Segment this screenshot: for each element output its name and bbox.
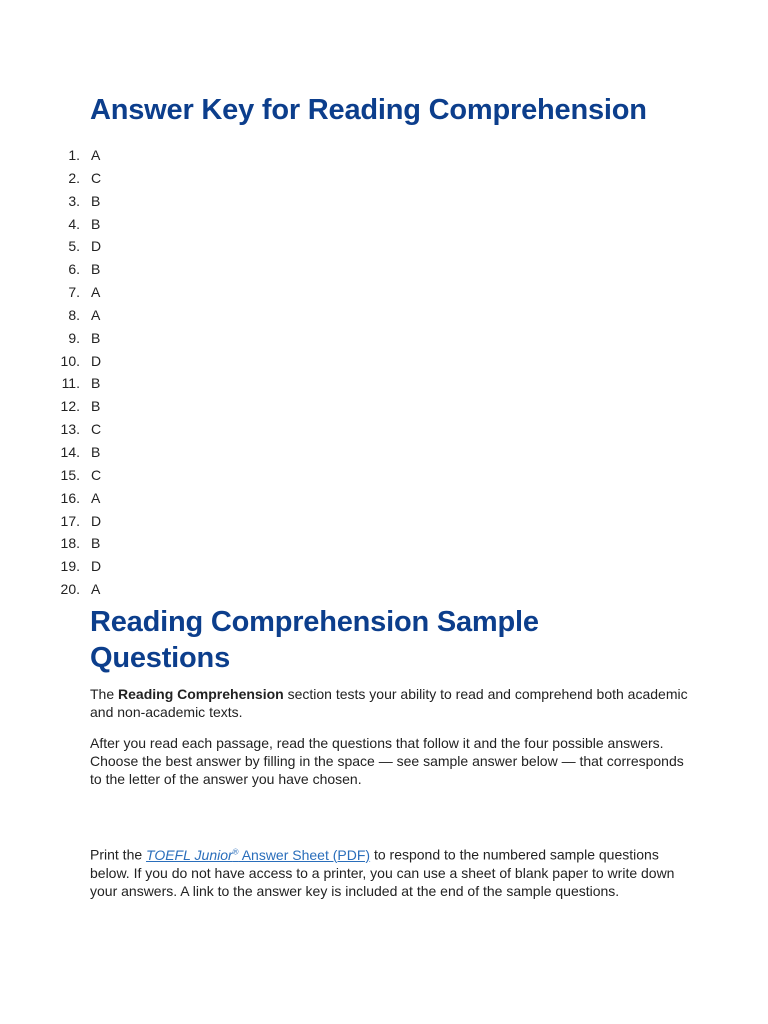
answer-letter: D [91,512,102,529]
answer-number: 6. [68,261,80,278]
intro-prefix: The [90,686,119,702]
answer-number: 13. [60,421,80,438]
answer-number: 3. [68,192,80,209]
answer-letter: B [91,443,101,460]
answer-number: 18. [60,535,80,552]
answer-letter: B [91,535,101,552]
answer-letter: A [91,489,101,506]
answer-sheet-link-rest: Answer Sheet (PDF) [238,846,371,863]
answer-letter: C [91,169,102,186]
answer-number: 19. [60,558,80,575]
answer-letter: D [91,352,102,369]
answer-letter: B [91,261,101,278]
sample-questions-title: Reading Comprehension Sample Questions [90,606,539,674]
print-note-suffix: to respond to the numbered sample questions below. If you do not have access to a printer, you can use a sheet of blank paper to write down your answers. A link to the answer key is included at the end of the sample questions. [90,846,675,899]
registered-mark: ® [232,847,239,856]
intro-suffix: section tests your ability to read and comprehend both academic and non-academic texts. [90,686,688,720]
answer-letter: A [91,147,101,163]
answer-letter: C [91,421,102,438]
answer-number: 12. [60,398,80,415]
answer-number: 2. [68,169,80,186]
answer-letter: D [91,558,102,575]
answer-number: 11. [61,375,80,392]
answer-number: 14. [60,443,80,460]
answer-letter: B [91,192,101,209]
answer-sheet-link-italic: TOEFL Junior [146,846,233,863]
answer-number: 15. [60,466,80,483]
answer-letter: B [91,375,101,392]
answer-number: 4. [68,215,80,232]
answer-letter: C [91,466,102,483]
answer-number: 9. [68,329,80,346]
answer-letter: B [91,329,101,346]
answer-number: 10. [60,352,80,369]
print-note-paragraph [90,843,690,900]
answer-letter: A [91,284,101,301]
answer-number: 20. [60,581,80,598]
answer-letter: D [91,238,102,255]
answer-letter: A [91,306,101,323]
answer-letter: B [91,398,101,415]
answer-letter: B [91,215,101,232]
answer-sheet-link[interactable] [146,847,370,863]
answer-number: 16. [60,489,80,506]
answer-number: 5. [68,238,80,255]
answer-letter: A [91,581,101,598]
print-note-prefix: Print the [90,846,147,863]
intro-bold-term: Reading Comprehension [118,686,284,702]
answer-number: 1. [68,147,80,163]
answer-number: 7. [68,284,80,301]
answer-number: 8. [68,306,80,323]
instructions-paragraph: After you read each passage, read the questions that follow it and the four possible answers. Choose the best answer by filling in the space — see sample answer below — that corresponds to the letter of the answer you have chosen. [90,735,684,787]
answer-number: 17. [60,512,80,529]
answer-key-title: Answer Key for Reading Comprehension [90,94,647,126]
intro-paragraph [90,685,690,721]
